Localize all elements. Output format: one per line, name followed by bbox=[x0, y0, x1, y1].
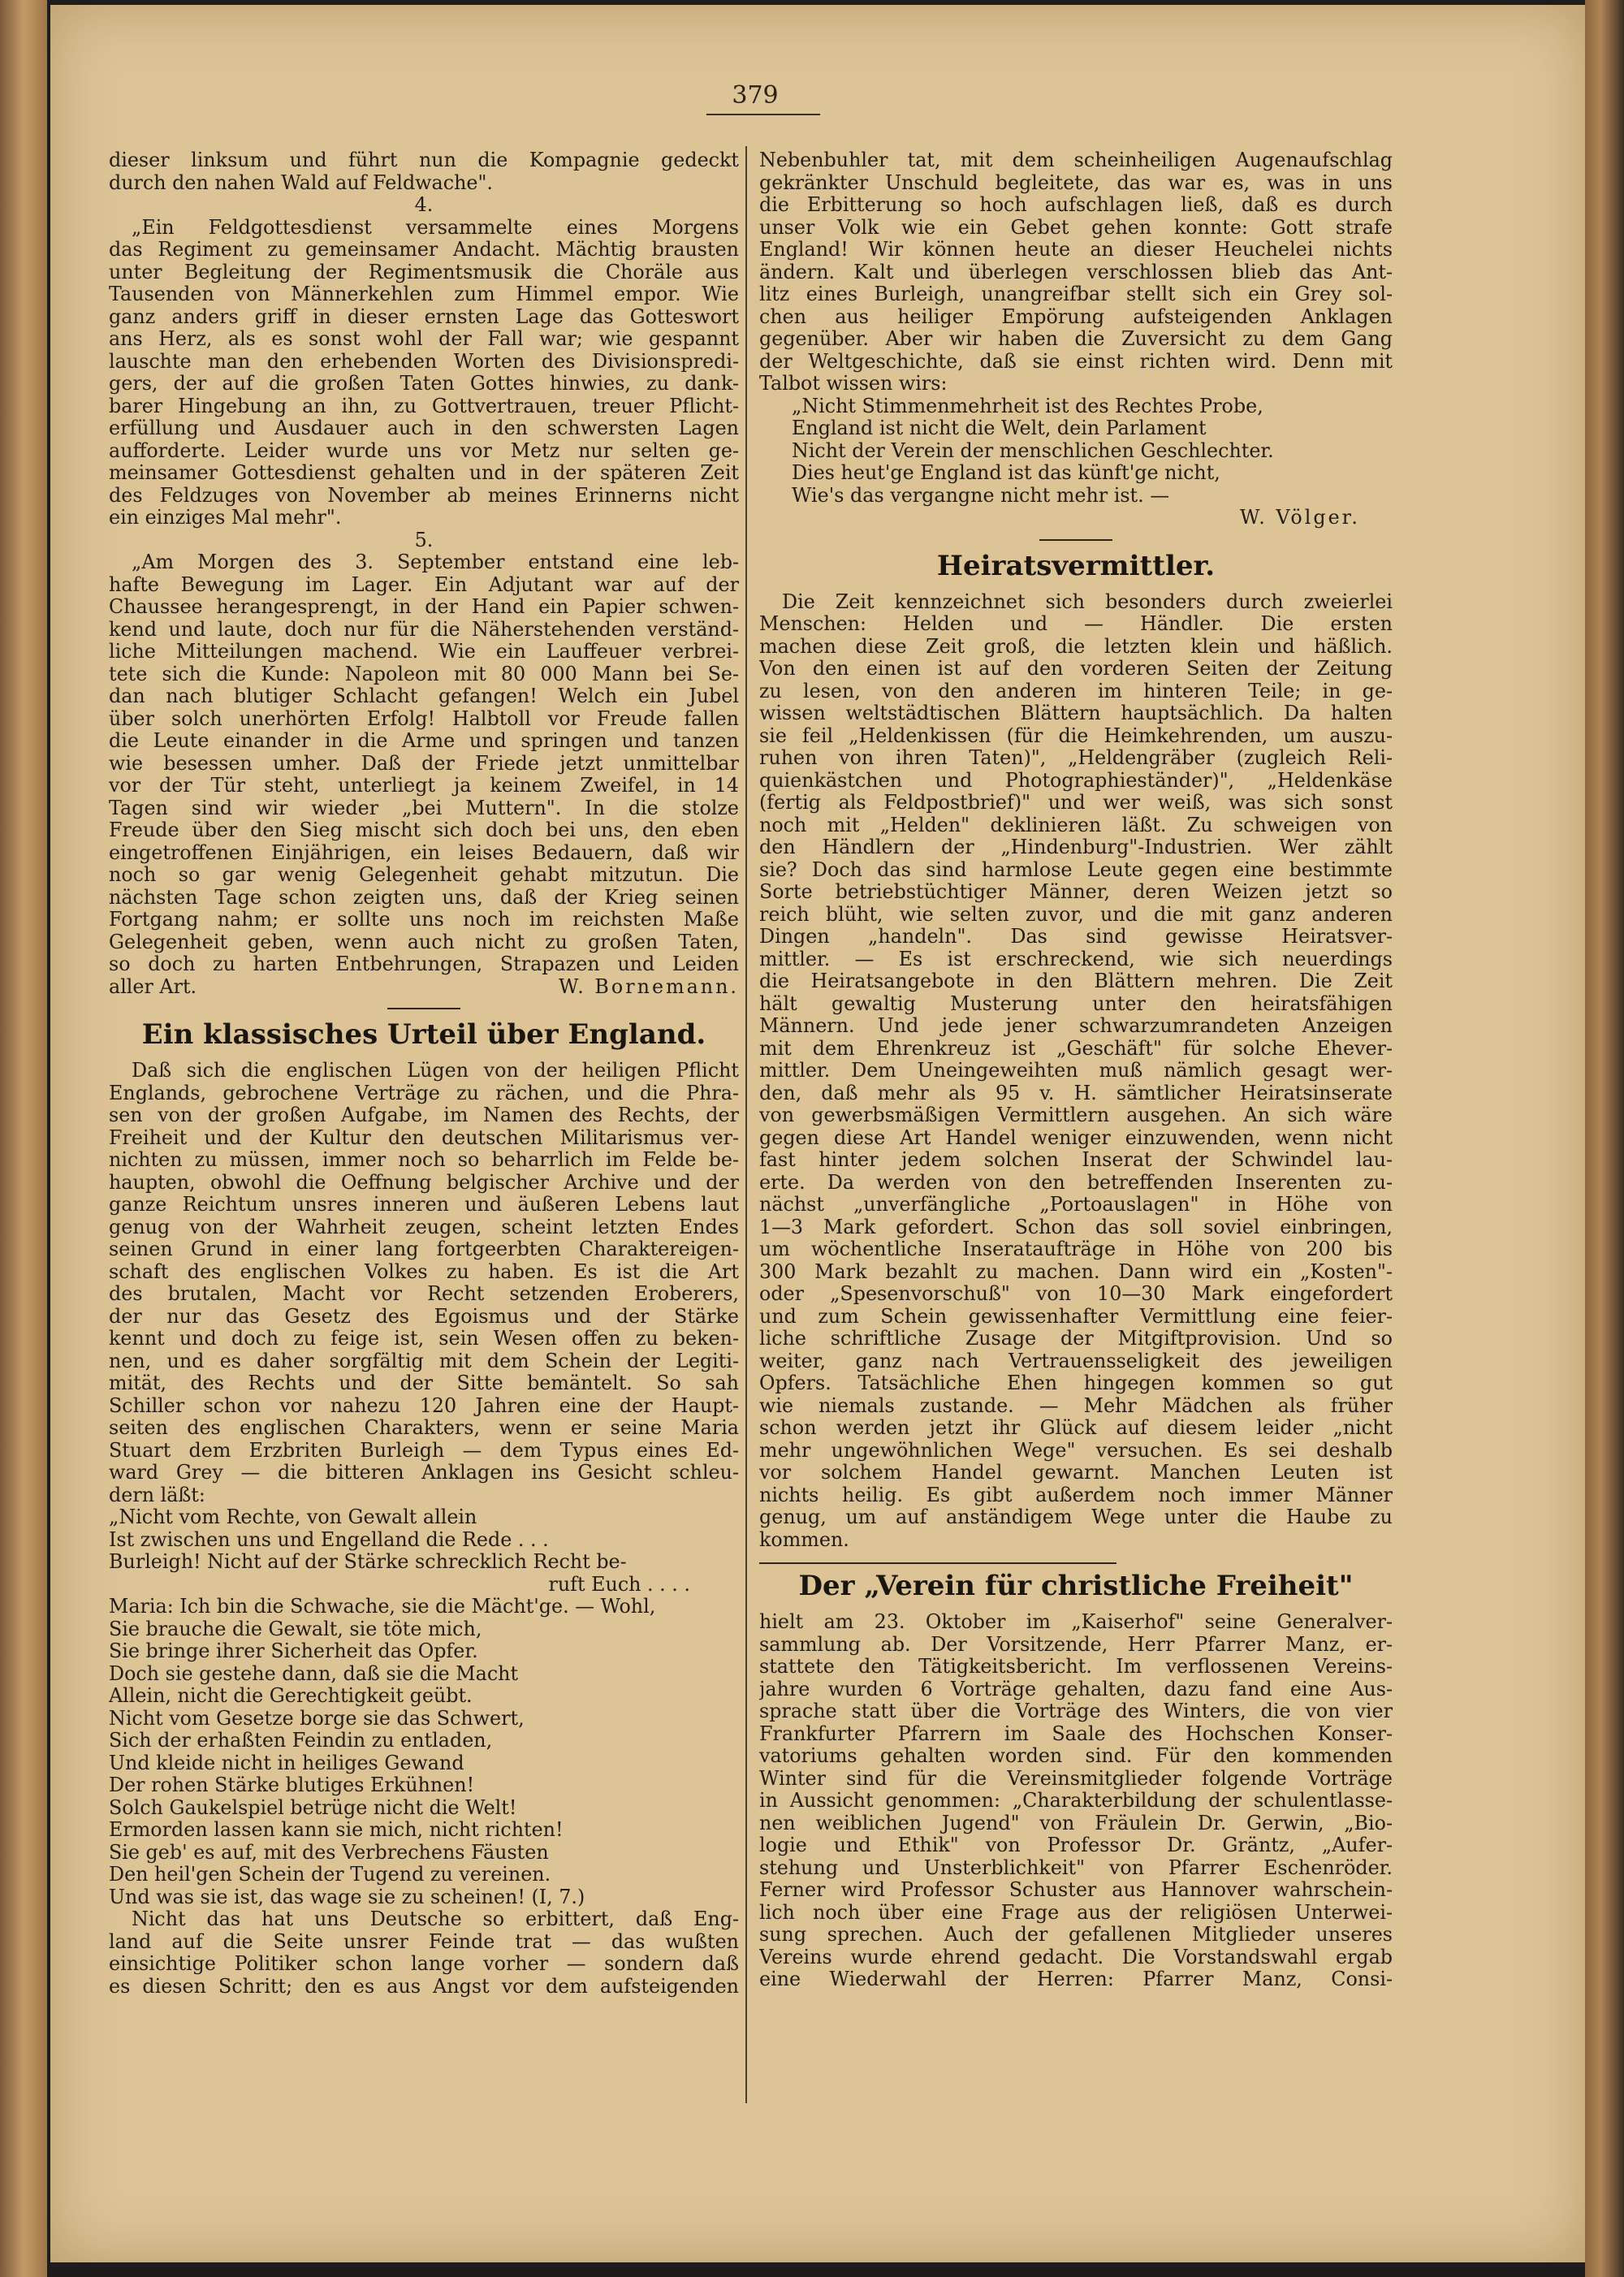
text-line: hielt am 23. Oktober im „Kaiserhof" seine Generalver- bbox=[759, 1611, 1393, 1633]
right-column bbox=[759, 149, 1393, 1991]
text-line: unter Begleitung der Regimentsmusik die Choräle aus bbox=[109, 261, 739, 283]
text-line: mittler. Dem Uneingeweihten muß nämlich gesagt wer- bbox=[759, 1060, 1393, 1082]
text-line: Von den einen ist auf den vorderen Seiten der Zeitung bbox=[759, 658, 1393, 680]
verse-line: Und was sie ist, das wage sie zu scheinen! (I, 7.) bbox=[109, 1886, 585, 1908]
heading-verein: Der „Verein für christliche Freiheit" bbox=[798, 1570, 1354, 1602]
text-line: 300 Mark bezahlt zu machen. Dann wird ein „Kosten"- bbox=[759, 1260, 1393, 1283]
page-number: 379 bbox=[732, 81, 779, 110]
text-line: ward Grey — die bitteren Anklagen ins Gesicht schleu- bbox=[109, 1462, 739, 1484]
text-line: Tagen sind wir wieder „bei Muttern". In die stolze bbox=[109, 797, 739, 819]
text-line: weiter, ganz nach Vertrauensseligkeit des jeweiligen bbox=[759, 1350, 1393, 1372]
text-line: nichten zu müssen, immer noch so beharrlich im Felde be- bbox=[109, 1149, 739, 1171]
text-line: die Erbitterung so hoch aufschlagen ließ, daß es durch bbox=[759, 194, 1393, 216]
text-line: reich blüht, wie selten zuvor, und die mit ganz anderen bbox=[759, 903, 1393, 926]
text-line: liche schriftliche Zusage der Mitgiftprovision. Und so bbox=[759, 1328, 1393, 1350]
text-line: Ferner wird Professor Schuster aus Hannover wahrschein- bbox=[759, 1879, 1393, 1901]
left-column bbox=[109, 149, 739, 1998]
text-line: liche Mitteilungen machend. Wie ein Lauffeuer verbrei- bbox=[109, 641, 739, 663]
text-line: noch so gar wenig Gelegenheit gehabt mitzutun. Die bbox=[109, 864, 739, 886]
text-line: Frankfurter Pfarrern im Saale des Hochschen Konser- bbox=[759, 1722, 1393, 1745]
text-line: wissen weltstädtischen Blättern hauptsächlich. Da halten bbox=[759, 702, 1393, 724]
text-line: sung sprechen. Auch der gefallenen Mitglieder unseres bbox=[759, 1924, 1393, 1946]
heirat-paragraph bbox=[759, 591, 1393, 1529]
text-line: wie niemals zustande. — Mehr Mädchen als früher bbox=[759, 1394, 1393, 1417]
verse-line: Sich der erhaßten Feindin zu entladen, bbox=[109, 1730, 493, 1752]
text-line: Chaussee herangesprengt, in der Hand ein Papier schwen- bbox=[109, 596, 739, 618]
closing-paragraph bbox=[109, 1908, 739, 1998]
text-line: Freiheit und der Kultur den deutschen Militarismus ver- bbox=[109, 1126, 739, 1149]
text-line: sie? Doch das sind harmlose Leute gegen eine bestimmte bbox=[759, 858, 1393, 881]
text-line: Fortgang nahm; er sollte uns noch im reichsten Maße bbox=[109, 909, 739, 931]
text-line: eine Wiederwahl der Herren: Pfarrer Manz, Consi- bbox=[759, 1968, 1393, 1990]
text-line: und zum Schein gewissenhafter Vermittlung eine feier- bbox=[759, 1305, 1393, 1328]
text-line: sen von der großen Aufgabe, im Namen des Rechts, der bbox=[109, 1104, 739, 1126]
text-line: England! Wir können heute an dieser Heuchelei nichts bbox=[759, 239, 1393, 261]
text-line: der Weltgeschichte, daß sie einst richten wird. Denn mit bbox=[759, 350, 1393, 373]
text-line: so doch zu harten Entbehrungen, Strapazen und Leiden bbox=[109, 953, 739, 975]
verse-line: Doch sie gestehe dann, daß sie die Macht bbox=[109, 1662, 519, 1685]
schiller-quote bbox=[109, 1506, 739, 1574]
text-line: seiten des englischen Charakters, wenn er seine Maria bbox=[109, 1417, 739, 1439]
text-line: mit dem Ehrenkreuz ist „Geschäft" für solche Ehever- bbox=[759, 1037, 1393, 1060]
text-line: Schiller schon vor nahezu 120 Jahren eine der Haupt- bbox=[109, 1394, 739, 1417]
text-line: mität, des Rechts und der Sitte bemäntelt. So sah bbox=[109, 1372, 739, 1394]
verse-line: Sie brauche die Gewalt, sie töte mich, bbox=[109, 1618, 482, 1640]
quote-line: Nicht der Verein der menschlichen Geschlechter. bbox=[792, 439, 1274, 462]
text-line: seinen Grund in einer lang fortgeerbten Charaktereigen- bbox=[109, 1238, 739, 1260]
text-line: ändern. Kalt und überlegen verschlossen blieb das Ant- bbox=[759, 261, 1393, 283]
text-line: zu lesen, von den anderen im hinteren Teile; in ge- bbox=[759, 680, 1393, 702]
text-line: Englands, gebrochene Verträge zu rächen, und die Phra- bbox=[109, 1082, 739, 1104]
text-line: das Regiment zu gemeinsamer Andacht. Mächtig brausten bbox=[109, 239, 739, 261]
maria-stuart-verse bbox=[109, 1596, 739, 1908]
text-line: erte. Da werden von den betreffenden Inserenten zu- bbox=[759, 1171, 1393, 1194]
text-line: nichts heilig. Es gibt außerdem noch immer Männer bbox=[759, 1484, 1393, 1506]
text-line: Männern. Und jede jener schwarzumrandeten Anzeigen bbox=[759, 1015, 1393, 1037]
text-line: „Am Morgen des 3. September entstand eine leb- bbox=[132, 551, 739, 573]
text-line: einsichtige Politiker schon lange vorher — sondern daß bbox=[109, 1953, 739, 1975]
verse-line: Sie geb' es auf, mit des Verbrechens Fäusten bbox=[109, 1841, 549, 1864]
text-line: Dingen „handeln". Das sind gewisse Heiratsver- bbox=[759, 926, 1393, 948]
verse-line: Der rohen Stärke blutiges Erkühnen! bbox=[109, 1774, 475, 1796]
text-line: mittler. — Es ist erschreckend, wie sich neuerdings bbox=[759, 948, 1393, 970]
separator-rule bbox=[759, 1562, 1116, 1564]
text-line: dern läßt: bbox=[109, 1484, 205, 1506]
verse-line: Solch Gaukelspiel betrüge nicht die Welt! bbox=[109, 1796, 517, 1819]
section-5-paragraph bbox=[109, 551, 739, 976]
text-line: gegen diese Art Handel weniger einzuwenden, wenn nicht bbox=[759, 1126, 1393, 1149]
text-line: dieser linksum und führt nun die Kompagnie gedeckt bbox=[109, 149, 739, 171]
text-line: meinsamer Gottesdienst gehalten und in der späteren Zeit bbox=[109, 462, 739, 484]
text-line: tete sich die Kunde: Napoleon mit 80 000 Mann bei Se- bbox=[109, 663, 739, 685]
text-line: 1—3 Mark gefordert. Schon das soll soviel einbringen, bbox=[759, 1216, 1393, 1238]
text-line: Stuart dem Erzbriten Burleigh — dem Typus eines Ed- bbox=[109, 1439, 739, 1462]
text-line: Tausenden von Männerkehlen zum Himmel empor. Wie bbox=[109, 283, 739, 305]
text-line: lauschte man den erhebenden Worten des Divisionspredi- bbox=[109, 350, 739, 373]
text-line: unser Volk wie ein Gebet gehen konnte: Gott strafe bbox=[759, 216, 1393, 239]
text-line: ruft Euch . . . . bbox=[548, 1573, 690, 1596]
text-line: nächsten Tage schon zeigten uns, daß der Krieg seinen bbox=[109, 886, 739, 909]
right-top-paragraph bbox=[759, 149, 1393, 373]
text-line: wie besessen umher. Daß der Friede jetzt unmittelbar bbox=[109, 752, 739, 775]
quote-line: „Nicht Stimmenmehrheit ist des Rechtes Probe, bbox=[792, 395, 1263, 417]
text-line: Die Zeit kennzeichnet sich besonders durch zweierlei bbox=[782, 590, 1393, 613]
verein-paragraph bbox=[759, 1611, 1393, 1991]
text-line: Talbot wissen wirs: bbox=[759, 373, 948, 395]
quote-line: Dies heut'ge England ist das künft'ge nicht, bbox=[792, 462, 1220, 484]
text-line: vor solchem Handel gewarnt. Manchen Leuten ist bbox=[759, 1462, 1393, 1484]
text-line: quienkästchen und Photographieständer)", „Heldenkäse bbox=[759, 769, 1393, 792]
text-line: Winter sind für die Vereinsmitglieder folgende Vorträge bbox=[759, 1767, 1393, 1790]
talbot-quote bbox=[759, 395, 1393, 508]
quote-line: Ist zwischen uns und Engelland die Rede . . . bbox=[109, 1528, 549, 1551]
text-line: hafte Bewegung im Lager. Ein Adjutant war auf der bbox=[109, 573, 739, 596]
text-line: ruhen von ihren Taten)", „Heldengräber (zugleich Reli- bbox=[759, 747, 1393, 769]
text-line: kennt und doch zu feige ist, sein Wesen offen zu beken- bbox=[109, 1328, 739, 1350]
text-line: nächst „unverfängliche „Portoauslagen" in Höhe von bbox=[759, 1194, 1393, 1216]
text-line: um wöchentliche Inserataufträge in Höhe von 200 bis bbox=[759, 1238, 1393, 1260]
text-line: aller Art. bbox=[109, 974, 197, 998]
text-line: aufforderte. Leider wurde uns vor Metz nur selten ge- bbox=[109, 439, 739, 462]
text-line: noch mit „Helden" deklinieren läßt. Zu schweigen von bbox=[759, 814, 1393, 836]
text-line: stehung und Unsterblichkeit" von Pfarrer Eschenröder. bbox=[759, 1856, 1393, 1879]
text-line: jahre wurden 6 Vorträge gehalten, dazu fand eine Aus- bbox=[759, 1678, 1393, 1700]
separator-rule bbox=[387, 1008, 460, 1009]
page-number-rule bbox=[706, 114, 820, 115]
verse-line: Maria: Ich bin die Schwache, sie die Mächt'ge. — Wohl, bbox=[109, 1596, 656, 1618]
text-line: ganze Reichtum unsres inneren und äußeren Lebens laut bbox=[109, 1194, 739, 1216]
quote-line: Wie's das vergangne nicht mehr ist. — bbox=[792, 484, 1170, 507]
text-line: dan nach blutiger Schlacht gefangen! Welch ein Jubel bbox=[109, 685, 739, 707]
text-line: über solch unerhörten Erfolg! Halbtoll vor Freude fallen bbox=[109, 707, 739, 730]
text-line: sammlung ab. Der Vorsitzende, Herr Pfarrer Manz, er- bbox=[759, 1633, 1393, 1656]
text-line: Vereins wurde ehrend gedacht. Die Vorstandswahl ergab bbox=[759, 1946, 1393, 1968]
england-paragraph bbox=[109, 1060, 739, 1484]
verse-line: Sie bringe ihrer Sicherheit das Opfer. bbox=[109, 1640, 478, 1662]
text-line: gegenüber. Aber wir haben die Zuversicht zu dem Gang bbox=[759, 328, 1393, 350]
text-line: barer Hingebung an ihn, zu Gottvertrauen, treuer Pflicht- bbox=[109, 395, 739, 417]
text-line: kommen. bbox=[759, 1528, 849, 1551]
text-line: des Feldzuges von November ab meines Erinnerns nicht bbox=[109, 484, 739, 507]
text-line: ans Herz, als es sonst wohl der Fall war; wie gespannt bbox=[109, 328, 739, 350]
text-line: die Leute einander in die Arme und springen und tanzen bbox=[109, 730, 739, 752]
text-line: hält gewaltig Musterung unter den heiratsfähigen bbox=[759, 992, 1393, 1015]
text-line: durch den nahen Wald auf Feldwache". bbox=[109, 171, 493, 194]
text-line: (fertig als Feldpostbrief)" und wer weiß, was sich sonst bbox=[759, 792, 1393, 814]
text-line: nen weiblichen Jugend" von Fräulein Dr. Gerwin, „Bio- bbox=[759, 1812, 1393, 1834]
text-line: sie feil „Heldenkissen (für die Heimkehrenden, um auszu- bbox=[759, 724, 1393, 747]
text-line: Gelegenheit geben, wenn auch nicht zu großen Taten, bbox=[109, 931, 739, 953]
text-line: von gewerbsmäßigen Vermittlern ausgehen. An sich wäre bbox=[759, 1104, 1393, 1126]
text-line: in Aussicht genommen: „Charakterbildung der schulentlasse- bbox=[759, 1790, 1393, 1812]
text-line: genug von der Wahrheit zeugen, scheint letzten Endes bbox=[109, 1216, 739, 1238]
section-number-5: 5. bbox=[414, 528, 434, 551]
text-line: ein einziges Mal mehr". bbox=[109, 507, 342, 529]
text-line: Menschen: Helden und — Händler. Die ersten bbox=[759, 613, 1393, 635]
text-line: mehr ungewöhnlichen Wege" versuchen. Es sei deshalb bbox=[759, 1439, 1393, 1462]
text-line: sprache statt über die Vorträge des Winters, die von vier bbox=[759, 1700, 1393, 1722]
right-page-edge bbox=[1585, 0, 1624, 2277]
left-page-edge bbox=[0, 0, 47, 2277]
top-lines bbox=[109, 149, 739, 194]
text-line: Freude über den Sieg mischt sich doch bei uns, den eben bbox=[109, 819, 739, 841]
heading-heiratsvermittler: Heiratsvermittler. bbox=[936, 549, 1216, 582]
section-4-paragraph bbox=[109, 217, 739, 529]
text-line: stattete den Tätigkeitsbericht. Im verflossenen Vereins- bbox=[759, 1656, 1393, 1678]
text-line: Sorte betriebstüchtiger Männer, deren Weizen jetzt so bbox=[759, 881, 1393, 903]
text-line: den, daß mehr als 95 v. H. sämtlicher Heiratsinserate bbox=[759, 1082, 1393, 1104]
text-line: haupten, obwohl die Oeffnung belgischer Archive und der bbox=[109, 1171, 739, 1194]
signature-voelger: W. Völger. bbox=[1239, 506, 1360, 529]
signature-bornemann: W. Bornemann. bbox=[559, 974, 739, 998]
verse-line: Nicht vom Gesetze borge sie das Schwert, bbox=[109, 1707, 525, 1730]
text-line: den Händlern der „Hindenburg"-Industrien. Wer zählt bbox=[759, 836, 1393, 858]
quote-line: England ist nicht die Welt, dein Parlament bbox=[792, 417, 1207, 439]
text-line: kend und laute, doch nur für die Näherstehenden verständ- bbox=[109, 618, 739, 641]
text-line: vatoriums gehalten worden sind. Für den kommenden bbox=[759, 1745, 1393, 1767]
text-line: fast hinter jedem solchen Inserat der Schwindel lau- bbox=[759, 1149, 1393, 1171]
quote-line: Burleigh! Nicht auf der Stärke schrecklich Recht be- bbox=[109, 1551, 627, 1573]
text-line: die Heiratsangebote in den Blättern mehren. Die Zeit bbox=[759, 970, 1393, 992]
text-line: Daß sich die englischen Lügen von der heiligen Pflicht bbox=[132, 1060, 739, 1082]
text-line: der nur das Gesetz des Egoismus und der Stärke bbox=[109, 1305, 739, 1328]
verse-line: Und kleide nicht in heiliges Gewand bbox=[109, 1752, 464, 1774]
separator-rule bbox=[1039, 539, 1112, 541]
text-line: schaft des englischen Volkes zu haben. Es ist die Art bbox=[109, 1260, 739, 1283]
text-line: es diesen Schritt; den es aus Angst vor dem aufsteigenden bbox=[109, 1975, 739, 1998]
text-line: gers, der auf die großen Taten Gottes hinwies, zu dank- bbox=[109, 373, 739, 395]
text-line: erfüllung und Ausdauer auch in den schwersten Lagen bbox=[109, 417, 739, 439]
text-line: machen diese Zeit groß, die letzten klein und häßlich. bbox=[759, 635, 1393, 658]
text-line: Nebenbuhler tat, mit dem scheinheiligen Augenaufschlag bbox=[759, 149, 1393, 171]
text-line: genug, um auf anständigem Wege unter die Haube zu bbox=[759, 1506, 1393, 1528]
text-line: Opfers. Tatsächliche Ehen hingegen kommen so gut bbox=[759, 1372, 1393, 1394]
text-line: vor der Tür steht, unterliegt ja keinem Zweifel, in 14 bbox=[109, 775, 739, 797]
text-line: des brutalen, Macht vor Recht setzenden Eroberers, bbox=[109, 1283, 739, 1305]
verse-line: Ermorden lassen kann sie mich, nicht richten! bbox=[109, 1819, 564, 1841]
quote-line: „Nicht vom Rechte, von Gewalt allein bbox=[109, 1506, 477, 1528]
text-line: oder „Spesenvorschuß" von 10—30 Mark eingefordert bbox=[759, 1283, 1393, 1305]
text-line: gekränkter Unschuld begleitete, das war es, was in uns bbox=[759, 171, 1393, 194]
text-line: logie und Ethik" von Professor Dr. Gräntz, „Aufer- bbox=[759, 1834, 1393, 1856]
text-line: land auf die Seite unsrer Feinde trat — das wußten bbox=[109, 1930, 739, 1953]
text-line: Nicht das hat uns Deutsche so erbittert, daß Eng- bbox=[132, 1908, 739, 1930]
text-line: litz eines Burleigh, unangreifbar stellt sich ein Grey sol- bbox=[759, 283, 1393, 305]
heading-england: Ein klassisches Urteil über England. bbox=[141, 1018, 706, 1051]
text-line: ganz anders griff in dieser ernsten Lage das Gotteswort bbox=[109, 305, 739, 328]
text-line: eingetroffenen Einjährigen, ein leises Bedauern, daß wir bbox=[109, 841, 739, 864]
text-line: nen, und es daher sorgfältig mit dem Schein der Legiti- bbox=[109, 1350, 739, 1372]
text-line: „Ein Feldgottesdienst versammelte eines Morgens bbox=[132, 216, 739, 239]
section-number-4: 4. bbox=[414, 193, 434, 216]
verse-line: Den heil'gen Schein der Tugend zu vereinen. bbox=[109, 1864, 551, 1886]
text-line: schon werden jetzt ihr Glück auf diesem leider „nicht bbox=[759, 1417, 1393, 1439]
verse-line: Allein, nicht die Gerechtigkeit geübt. bbox=[109, 1685, 473, 1707]
text-line: lich noch über eine Frage aus der religiösen Unterwei- bbox=[759, 1901, 1393, 1924]
text-line: chen aus heiliger Empörung aufsteigenden Anklagen bbox=[759, 305, 1393, 328]
column-divider bbox=[745, 146, 747, 2103]
